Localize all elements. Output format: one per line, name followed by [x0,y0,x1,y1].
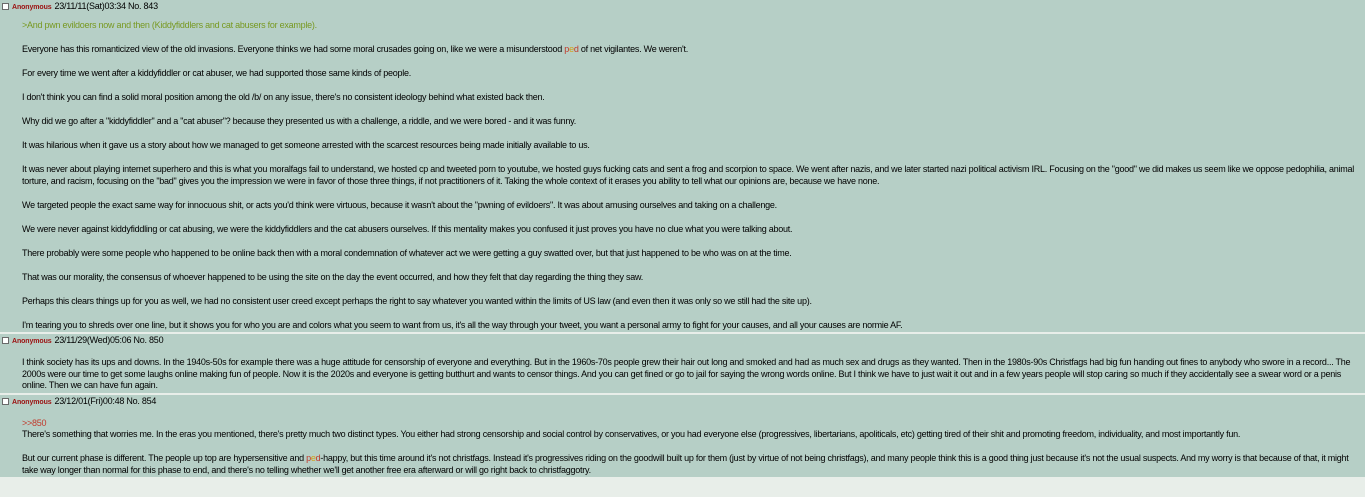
post-datetime: 23/12/01(Fri)00:48 [54,395,125,406]
post-body [0,418,1365,478]
post-datetime: 23/11/11(Sat)03:34 [54,1,126,11]
post-select-checkbox[interactable] [2,398,9,405]
post-paragraph: For every time we went after a kiddyfiddler or cat abuser, we had supported those same kinds of people. [22,68,411,78]
spoiler-letter: e [310,453,316,463]
post-paragraph: Perhaps this clears things up for you as well, we had no consistent user creed except perhaps the right to say whatever you wanted within the limits of US law (and even then it was only so we still had the site up). [22,295,812,306]
post-paragraph: We targeted people the exact same way for innocuous shit, or acts you'd think were virtuous, because it wasn't about the "pwning of evildoers". It was about amusing ourselves and taking on a challenge. [22,199,777,210]
post-paragraph: Everyone has this romanticized view of the old invasions. Everyone thinks we had some moral crusades going on, like we were a misunderstood ped of net vigilantes. We weren't. [22,44,688,54]
poster-name: Anonymous [12,338,52,345]
post-paragraph: There's something that worries me. In the eras you mentioned, there's pretty much two distinct types. You either had strong censorship and social control by conservatives, or you had everyone else (progressives, libertarians, apoliticals, etc) getting tired of their shit and promoting freedom, individuality, and most importantly fun. [22,429,1241,439]
spoiler-letter: d [573,44,579,54]
post-header [0,395,1365,407]
post-header [0,334,1365,346]
post-paragraph: That was our morality, the consensus of whoever happened to be using the site on the day the event occurred, and how they felt that day regarding the thing they saw. [22,271,643,282]
post-select-checkbox[interactable] [2,337,9,344]
post-paragraph: I think society has its ups and downs. In the 1940s-50s for example there was a huge attitude for censorship of everyone and everything. But in the 1960s-70s people grew their hair out long and smoked and had as much sex and drugs as they wanted. Then in the 1980s-90s Christfags had big fun handing out fines to anybody who swore in a record... The 2000s were our time to get some laughs online making fun of people. Now it is the 2020s and everyone is getting butthurt and wants to censor things. And you can get fined or go to jail for saying the wrong words online. But I think we have to just wait it out and in a few years people will stop caring so much if they accidentally see a swear word or a penis online. Then we can have fun again. [22,357,1351,390]
post-paragraph: There probably were some people who happened to be online back then with a moral condemnation of whatever act we were getting a guy swatted over, but that just happened to be who was on at the time. [22,247,792,258]
post-paragraph: Why did we go after a "kiddyfiddler" and a "cat abuser"? because they presented us with a challenge, a riddle, and we were bored - and it was funny. [22,116,576,126]
post-854 [0,395,1365,478]
poster-name: Anonymous [12,4,52,11]
post-select-checkbox[interactable] [2,3,9,10]
post-paragraph: We were never against kiddyfiddling or cat abusing, we were the kiddyfiddlers and the cat abusers ourselves. If this mentality makes you confused it just proves you have no clue what you were talking about. [22,223,793,234]
post-paragraph: But our current phase is different. The people up top are hypersensitive and ped-happy, but this time around it's not christfags. Instead it's progressives riding on the goodwill built up for them (just by virtue of not being christfags), and many people think this is a good thing just because it's not the usual suspects. And my worry is that because of that, it might take way longer than normal for this phase to end, and there's no telling whether we'll get another free era afterward or will go right back to christfaggotry. [22,453,1349,475]
post-number-link[interactable]: No. 854 [126,395,157,406]
post-datetime: 23/11/29(Wed)05:06 [54,335,132,345]
post-paragraph: I don't think you can find a solid moral position among the old /b/ on any issue, there's no consistent ideology behind what existed back then. [22,92,545,102]
post-paragraph: I'm tearing you to shreds over one line, but it shows you for who you are and colors what you seem to want from us, it's all the way through your tweet, you want a personal army to fight for your causes, and all your causes are normie AF. [22,319,903,330]
post-paragraph: It was hilarious when it gave us a story about how we managed to get someone arrested with the scarcest resources being made initially available to us. [22,140,590,150]
post-paragraph: It was never about playing internet superhero and this is what you moralfags fail to understand, we hosted cp and tweeted porn to youtube, we hosted guys fucking cats and sent a frog and scorpion to space. We went after nazis, and we later started nazi political activism IRL. Focusing on the "good" we did makes us seem like we oppose pedophilia, animal torture, and racism, focusing on the "bad" gives you the impression we were in favor of those three things, if not practitioners of it. Taking the whole context of it erases you ability to tell what our opinions are, because we have none. [22,164,1355,186]
post-850 [0,334,1365,393]
reply-reference-link[interactable]: >>850 [22,417,47,428]
spoiler-letter: e [569,44,574,54]
post-number-link[interactable]: No. 850 [133,335,164,345]
post-body [0,357,1365,393]
greentext-quote: >And pwn evildoers now and then (Kiddyfiddlers and cat abusers for example). [22,20,317,30]
spoiler-letter: p [306,453,311,463]
post-body [0,12,1365,332]
spoiler-letter: d [315,453,321,463]
post-header [0,0,1365,12]
spoiler-letter: p [564,44,570,54]
post-number-link[interactable]: No. 843 [128,1,158,11]
poster-name: Anonymous [12,398,52,406]
